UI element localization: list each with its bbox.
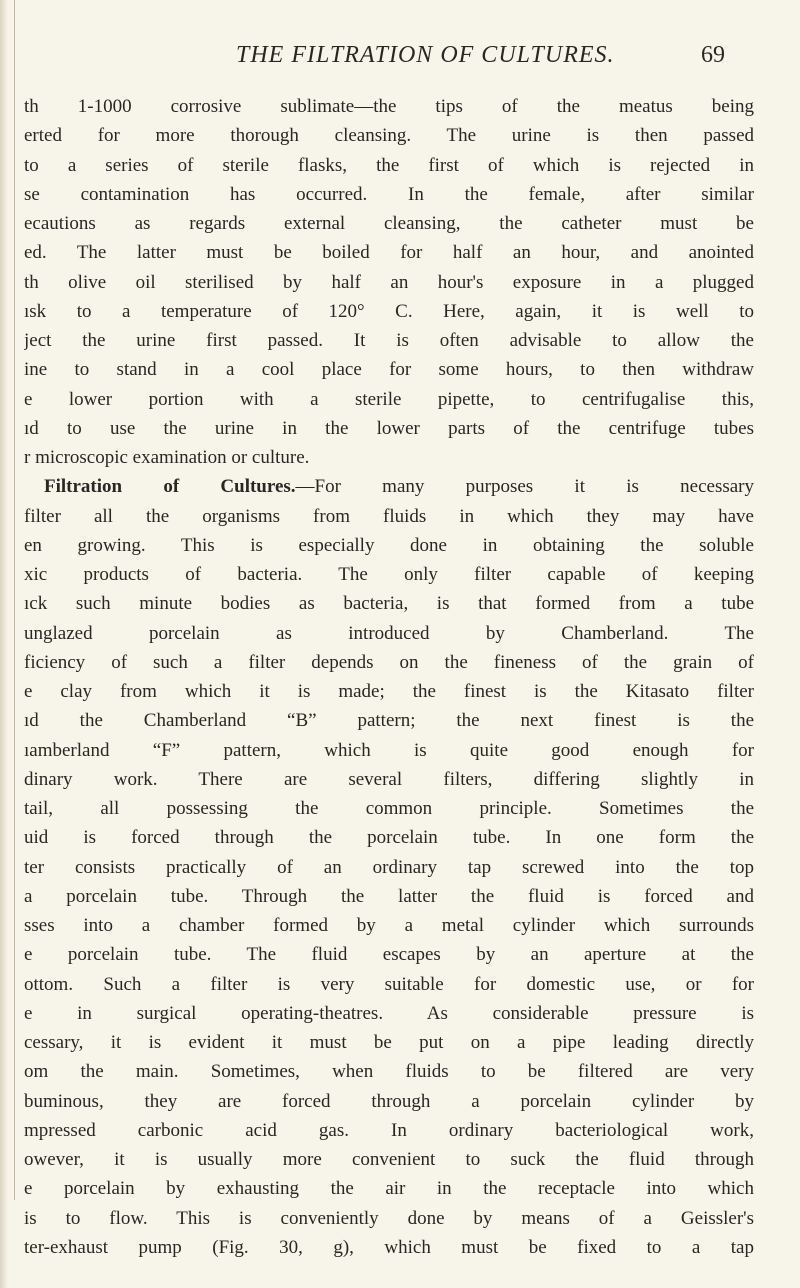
text-line: th 1-1000 corrosive sublimate—the tips of the meatus being: [24, 96, 754, 117]
text-line: th olive oil sterilised by half an hour's exposure in a plugged: [24, 271, 754, 293]
text-line: erted for more thorough cleansing. The urine is then passed: [24, 125, 754, 147]
text-line: ed. The latter must be boiled for half an hour, and anointed: [24, 242, 754, 264]
text-line: to a series of sterile flasks, the first of which is rejected in: [24, 154, 754, 176]
text-line: uid is forced through the porcelain tube. In one form the: [24, 827, 754, 849]
text-line: ject the urine first passed. It is often advisable to allow the: [24, 330, 754, 351]
text-line: e porcelain by exhausting the air in the receptacle into which: [24, 1178, 754, 1200]
text-line: e porcelain tube. The fluid escapes by an aperture at the: [24, 944, 754, 966]
text-line: cessary, it is evident it must be put on a pipe leading directly: [24, 1032, 754, 1053]
text-line: ine to stand in a cool place for some hours, to then withdraw: [24, 359, 754, 381]
text-line: e lower portion with a sterile pipette, to centrifugalise this,: [24, 388, 754, 410]
section-heading-continuation: —For many purposes it is necessary: [295, 476, 754, 498]
text-line: e clay from which it is made; the finest is the Kitasato filter: [24, 681, 754, 702]
text-line: en growing. This is especially done in obtaining the soluble: [24, 534, 754, 556]
page-binding-edge: [0, 0, 8, 1288]
text-line: ottom. Such a filter is very suitable for domestic use, or for: [24, 973, 754, 995]
text-line: ıamberland “F” pattern, which is quite good enough for: [24, 739, 754, 761]
text-line: tail, all possessing the common principle. Sometimes the: [24, 798, 754, 819]
text-line: ıd the Chamberland “B” pattern; the next finest is the: [24, 710, 754, 732]
text-line: owever, it is usually more convenient to suck the fluid through: [24, 1149, 754, 1170]
text-line: ıck such minute bodies as bacteria, is that formed from a tube: [24, 593, 754, 615]
page-number: 69: [701, 42, 725, 68]
text-line: unglazed porcelain as introduced by Chamberland. The: [24, 622, 754, 644]
text-line: buminous, they are forced through a porcelain cylinder by: [24, 1090, 754, 1112]
text-line: ısk to a temperature of 120° C. Here, again, it is well to: [24, 300, 754, 322]
page-gutter-line: [14, 0, 15, 1200]
text-line: ecautions as regards external cleansing, the catheter must be: [24, 213, 754, 234]
text-line: ter consists practically of an ordinary tap screwed into the top: [24, 856, 754, 878]
text-line: mpressed carbonic acid gas. In ordinary bacteriological work,: [24, 1119, 754, 1141]
text-line: a porcelain tube. Through the latter the fluid is forced and: [24, 885, 754, 907]
text-line: se contamination has occurred. In the female, after similar: [24, 183, 754, 205]
text-line: filter all the organisms from fluids in which they may have: [24, 505, 754, 527]
body-text: [24, 92, 754, 1262]
text-line: e in surgical operating-theatres. As considerable pressure is: [24, 1002, 754, 1024]
text-line: xic products of bacteria. The only filter capable of keeping: [24, 564, 754, 585]
text-line: is to flow. This is conveniently done by means of a Geissler's: [24, 1207, 754, 1229]
text-line: ıd to use the urine in the lower parts of the centrifuge tubes: [24, 417, 754, 439]
text-line: dinary work. There are several filters, differing slightly in: [24, 768, 754, 790]
section-heading: Filtration of Cultures.: [44, 476, 296, 498]
running-title: THE FILTRATION OF CULTURES.: [236, 42, 615, 68]
section-heading-line: [24, 472, 754, 501]
text-line: om the main. Sometimes, when fluids to be filtered are very: [24, 1061, 754, 1083]
text-line: ficiency of such a filter depends on the fineness of the grain of: [24, 651, 754, 673]
text-line: r microscopic examination or culture.: [24, 447, 310, 468]
text-line: sses into a chamber formed by a metal cylinder which surrounds: [24, 915, 754, 936]
running-head: [0, 42, 800, 82]
text-line: ter-exhaust pump (Fig. 30, g), which must be fixed to a tap: [24, 1236, 754, 1258]
